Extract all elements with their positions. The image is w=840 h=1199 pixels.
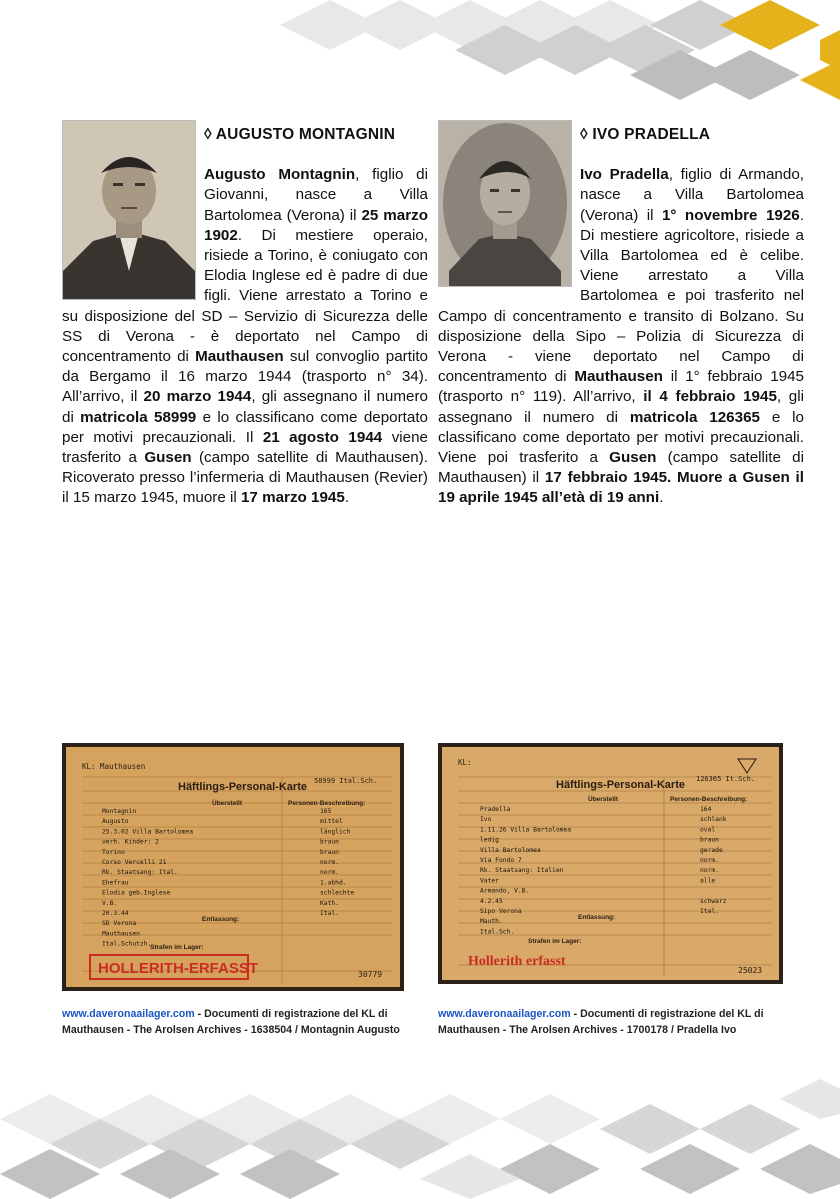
right-card-desc-line: schwarz [700, 897, 727, 905]
left-card-desc-line: norm. [320, 869, 339, 877]
left-bio-segment: Augusto Montagnin [204, 166, 356, 184]
left-card-typed-line: Elodia geb.Inglese [102, 889, 171, 897]
right-card-desc-line: norm. [700, 867, 719, 875]
left-bio-segment: viene trasferito a [62, 428, 428, 467]
right-card-desc-line: norm. [700, 857, 719, 864]
right-bio-segment: matricola 126365 [629, 408, 760, 426]
left-card-desc-line: Kath. [320, 899, 339, 907]
left-bio-segment: , figlio di Giovanni, nasce a Villa Bartolomea (Verona) il [204, 166, 429, 224]
left-card-typed-line: Montagnin [102, 808, 137, 815]
left-title: ◊ AUGUSTO MONTAGNIN [204, 126, 396, 143]
right-card-typed-line: ledig [480, 836, 499, 844]
right-card-typed-line: Vater [480, 877, 499, 885]
left-card-typed-line: 25.3.02 Villa Bartolomea [102, 828, 193, 836]
right-card-typed-line: 1.11.26 Villa Bartolomea [480, 826, 571, 834]
left-column [62, 120, 428, 509]
right-prisoner-card [438, 743, 783, 984]
right-card-typed-line: Ivo [480, 816, 492, 824]
bottom-decoration [0, 1059, 840, 1199]
right-card-serial: 25023 [738, 966, 763, 975]
left-card-typed-line: Rk. Staatsang: Ital. [102, 869, 178, 877]
left-bio-segment: e lo classificano come deportato per motivi precauzionali. Il [62, 408, 428, 446]
right-card-typed-line: 4.2.45 [480, 897, 503, 905]
right-bio-segment: . [659, 489, 664, 507]
right-bio-segment: 17 febbraio 1945. Muore a Gusen il 19 aprile 1945 all’età di 19 anni [438, 469, 804, 507]
left-card-desc-line: mittel [320, 818, 343, 826]
right-card-typed-line: Mauth. [480, 918, 503, 926]
left-bio-segment: 17 marzo 1945 [240, 489, 345, 507]
right-card-desc-line: gerade [700, 846, 723, 854]
right-card-typed-line: Rk. Staatsang: Italien [480, 867, 564, 875]
right-card-desc-line: alle [700, 877, 716, 885]
left-card-typed-line: SD Verona [102, 920, 137, 928]
left-card-stamp: HOLLERITH-ERFASST [98, 960, 258, 977]
left-card-serial: 30779 [358, 970, 383, 979]
left-card-typed-line: V.B. [102, 899, 118, 907]
left-card-number: 58999 Ital.Sch. [314, 777, 378, 785]
right-caption-text: - Documenti di registrazione del KL di Mauthausen - The Arolsen Archives - 1700178 / Pradella Ivo [438, 1008, 764, 1036]
left-bio-segment: Gusen [144, 449, 192, 467]
left-card-section-right: Personen-Beschreibung: [288, 800, 366, 807]
left-card-typed-line: Ehefrau [102, 879, 129, 887]
left-bio-segment: (campo satellite di Mauthausen). Ricoverato presso l’infermeria di Mauthausen (Revier) il 15 marzo 1945, muore il [62, 449, 428, 507]
left-card-typed-line: Corso Vercelli 21 [102, 859, 167, 866]
right-bio-segment: Ivo Pradella [580, 166, 669, 184]
right-caption [438, 1006, 788, 1038]
left-prisoner-card [62, 743, 404, 991]
right-card-desc-line: braun [700, 836, 719, 844]
right-card-kl: KL: [458, 758, 472, 767]
right-card-typed-line: Villa Bartolomea [480, 846, 541, 854]
right-card-desc-line: schlank [700, 816, 727, 824]
left-bio-segment: 21 agosto 1944 [262, 428, 383, 446]
left-portrait [62, 120, 196, 300]
top-decoration [0, 0, 840, 110]
left-card-desc-line: 1.abhd. [320, 879, 347, 887]
left-card-title: Häftlings-Personal-Karte [178, 781, 307, 793]
left-card-entlassung: Entlassung: [202, 916, 240, 923]
left-card-strafen: Strafen im Lager: [150, 944, 204, 951]
right-bio-segment: . Di mestiere agricoltore, risiede a Villa Bartolomea ed è celibe. Viene arrestato a Villa Bartolomea e poi trasferito nel Campo di concentramento e transito di Bolzano. Su disposizione della Sipo – Polizia di Sicurezza di Verona - viene deportato nel Campo di concentramento di [438, 206, 804, 386]
right-card-entlassung: Entlassung: [578, 914, 616, 921]
left-card-desc-line: 165 [320, 808, 332, 815]
right-card-typed-line: Sipo Verona [480, 908, 522, 915]
left-bio-segment: 25 marzo 1902 [204, 206, 428, 244]
left-card-typed-line: verh. Kinder: 2 [102, 838, 159, 846]
left-card-desc-line: braun [320, 838, 339, 846]
left-card-kl: KL: Mauthausen [82, 762, 146, 771]
left-card-desc-line: braun [320, 848, 339, 856]
right-bio-segment: il 1° febbraio 1945 (trasporto n° 119). All’arrivo, [438, 368, 804, 406]
left-bio-segment: sul convoglio partito da Bergamo il 16 marzo 1944 (trasporto n° 34). All’arrivo, il [62, 348, 428, 406]
left-card-desc-line: Ital. [320, 910, 339, 917]
right-card-typed-line: Via Fondo 7 [480, 857, 522, 864]
right-card-desc-line: oval [700, 826, 716, 834]
left-card-desc-line: schlechte [320, 889, 355, 897]
right-card-desc-line: 164 [700, 806, 712, 813]
right-portrait [438, 120, 572, 287]
left-card-typed-line: Ital.Schutzh. [102, 940, 152, 948]
right-card-strafen: Strafen im Lager: [528, 938, 582, 945]
left-caption [62, 1006, 407, 1038]
left-bio-segment: . [344, 489, 350, 507]
left-bio-segment: Mauthausen [195, 348, 284, 366]
right-bio-segment: , figlio di Armando, nasce a Villa Bartolomea (Verona) il [580, 166, 804, 224]
right-card-typed-line: Ital.Sch. [480, 928, 515, 936]
right-card-desc-line: Ital. [700, 908, 719, 915]
left-card-section-left: Überstellt [212, 800, 242, 807]
right-card-section-left: Überstellt [588, 796, 618, 803]
right-bio-segment: (campo satellite di Mauthausen) il [438, 449, 804, 487]
left-bio-segment: . Di mestiere operaio, risiede a Torino, è coniugato con Elodia Inglese ed è padre di due figli. Viene arrestato a Torino e su disposizione del SD – Servizio di Sicurezza delle SS di Verona - è deportato nel Campo di concentramento di [62, 226, 428, 366]
right-card-stamp: Hollerith erfasst [468, 954, 566, 969]
left-card-desc-line: länglich [320, 828, 351, 836]
left-caption-link[interactable]: www.daveronaailager.com [62, 1008, 195, 1020]
right-card-typed-line: Pradella [480, 806, 511, 813]
right-bio-segment: il 4 febbraio 1945 [643, 388, 777, 406]
left-bio-segment: matricola 58999 [80, 408, 197, 426]
right-card-section-right: Personen-Beschreibung: [670, 796, 748, 803]
left-card-typed-line: 20.3.44 [102, 910, 129, 917]
left-bio-segment: 20 marzo 1944 [143, 388, 252, 406]
right-bio-segment: 1° novembre 1926 [661, 206, 800, 224]
left-card-typed-line: Augusto [102, 818, 129, 826]
right-bio-segment: e lo classificano come deportato per motivi precauzionali. Viene poi trasferito a [438, 408, 804, 467]
right-card-number: 126365 It.Sch. [696, 775, 756, 783]
right-caption-link[interactable]: www.daveronaailager.com [438, 1008, 571, 1020]
left-card-desc-line: norm. [320, 859, 339, 866]
right-bio-segment: Mauthausen [574, 368, 663, 386]
right-column [438, 120, 804, 509]
right-bio-segment: , gli assegnano il numero di [438, 388, 804, 426]
left-bio-segment: , gli assegnano il numero di [62, 388, 428, 426]
left-caption-text: - Documenti di registrazione del KL di Mauthausen - The Arolsen Archives - 1638504 / Montagnin Augusto [62, 1008, 400, 1036]
left-card-typed-line: Mauthausen [102, 930, 140, 938]
right-bio-segment: Gusen [609, 449, 657, 467]
left-card-typed-line: Torino [102, 848, 125, 856]
right-card-title: Häftlings-Personal-Karte [556, 779, 685, 791]
right-title: ◊ IVO PRADELLA [580, 126, 711, 143]
right-card-typed-line: Armando, V.B. [480, 887, 530, 895]
